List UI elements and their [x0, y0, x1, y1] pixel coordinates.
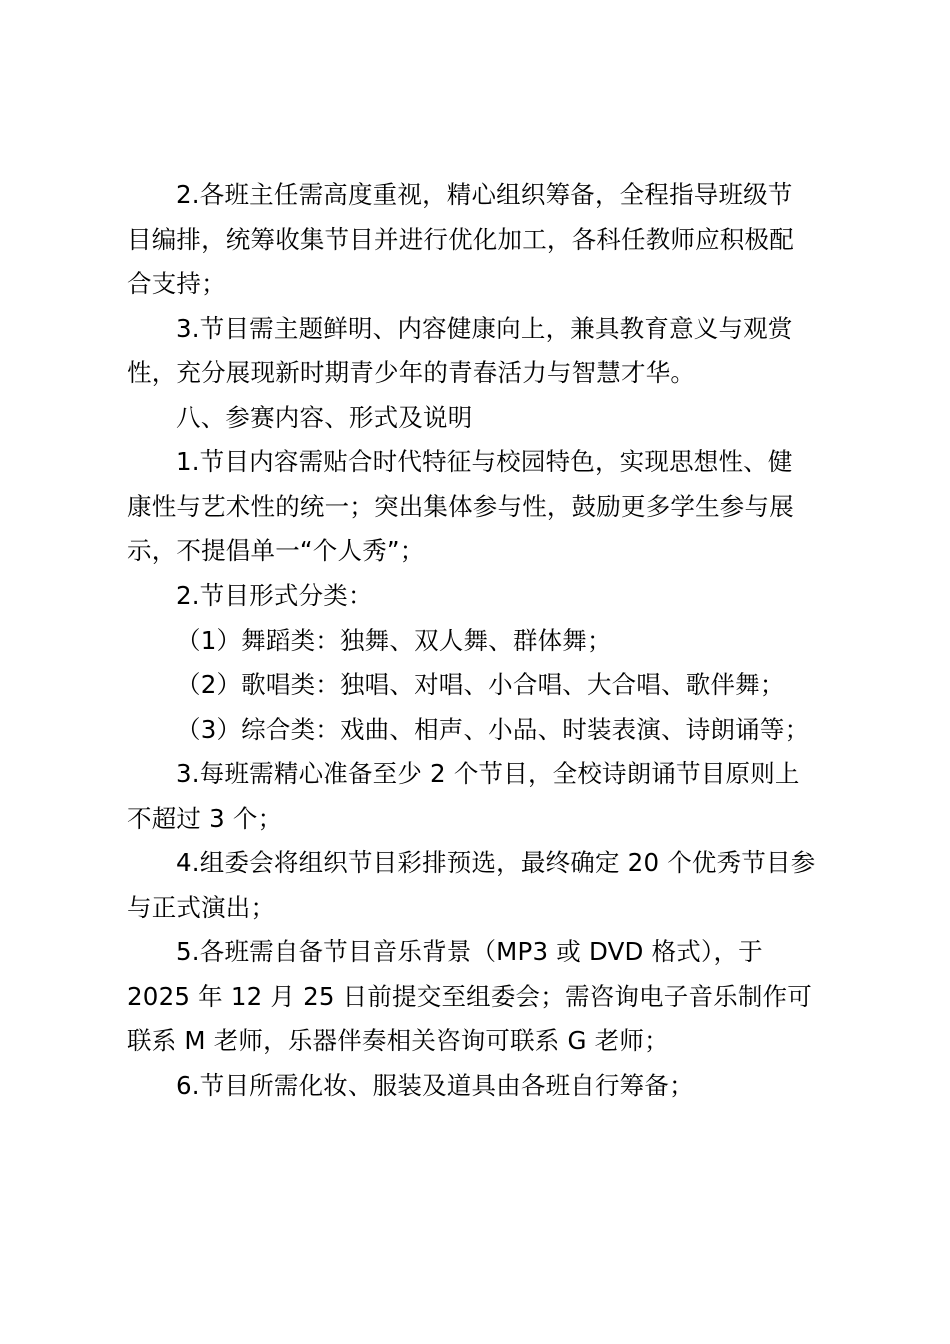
paragraph-line: 5.各班需自备节目音乐背景（MP3 或 DVD 格式），于	[176, 937, 763, 966]
paragraph-line: 4.组委会将组织节目彩排预选，最终确定 20 个优秀节目参	[176, 848, 816, 877]
paragraph-line: 2025 年 12 月 25 日前提交至组委会；需咨询电子音乐制作可	[127, 982, 812, 1011]
list-item: （3）综合类：戏曲、相声、小品、时装表演、诗朗诵等；	[176, 715, 810, 744]
paragraph-line: 3.节目需主题鲜明、内容健康向上，兼具教育意义与观赏	[176, 314, 793, 343]
paragraph-line: 2.节目形式分类：	[176, 581, 373, 610]
paragraph-line: 6.节目所需化妆、服装及道具由各班自行筹备；	[176, 1071, 694, 1100]
paragraph-line: 与正式演出；	[127, 893, 276, 922]
paragraph-line: 合支持；	[127, 269, 226, 298]
paragraph-line: 不超过 3 个；	[127, 804, 283, 833]
paragraph-line: 3.每班需精心准备至少 2 个节目，全校诗朗诵节目原则上	[176, 759, 800, 788]
paragraph-line: 示，不提倡单一“个人秀”；	[127, 536, 425, 565]
section-heading: 八、参赛内容、形式及说明	[176, 403, 473, 432]
list-item: （2）歌唱类：独唱、对唱、小合唱、大合唱、歌伴舞；	[176, 670, 785, 699]
paragraph-line: 康性与艺术性的统一；突出集体参与性，鼓励更多学生参与展	[127, 492, 794, 521]
list-item: （1）舞蹈类：独舞、双人舞、群体舞；	[176, 626, 612, 655]
paragraph-line: 1.节目内容需贴合时代特征与校园特色，实现思想性、健	[176, 447, 793, 476]
paragraph-line: 目编排，统筹收集节目并进行优化加工，各科任教师应积极配	[127, 225, 794, 254]
paragraph-line: 2.各班主任需高度重视，精心组织筹备，全程指导班级节	[176, 180, 793, 209]
paragraph-line: 性，充分展现新时期青少年的青春活力与智慧才华。	[127, 358, 696, 387]
paragraph-line: 联系 M 老师，乐器伴奏相关咨询可联系 G 老师；	[127, 1026, 669, 1055]
